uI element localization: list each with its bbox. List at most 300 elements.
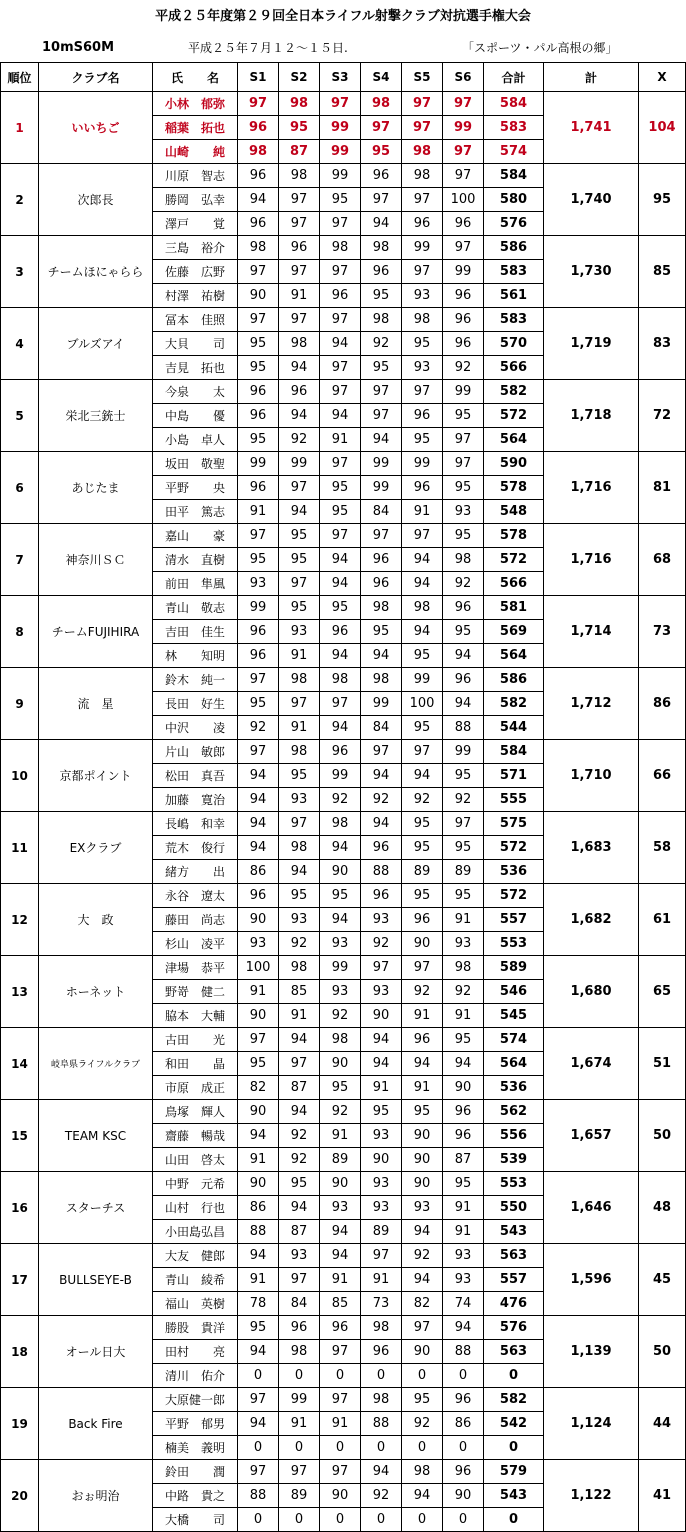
table-row	[1, 956, 686, 980]
shooter-name: 前田 隼風	[153, 572, 238, 596]
shooter-total: 543	[484, 1484, 544, 1508]
shooter-total: 570	[484, 332, 544, 356]
series-score-s3: 97	[320, 452, 361, 476]
series-score-s4: 97	[361, 188, 402, 212]
series-score-s2: 91	[279, 1004, 320, 1028]
series-score-s3: 98	[320, 236, 361, 260]
series-score-s6: 99	[443, 260, 484, 284]
team-total: 1,122	[544, 1460, 639, 1532]
series-score-s6: 99	[443, 116, 484, 140]
series-score-s5: 95	[402, 716, 443, 740]
series-score-s1: 98	[238, 236, 279, 260]
team-total: 1,714	[544, 596, 639, 668]
shooter-total: 545	[484, 1004, 544, 1028]
event-name: 10mS60M	[42, 40, 115, 55]
shooter-name: 福山 英樹	[153, 1292, 238, 1316]
shooter-total: 566	[484, 356, 544, 380]
team-rank: 19	[1, 1388, 39, 1460]
team-x-count: 73	[639, 596, 686, 668]
team-club-name: ブルズアイ	[39, 308, 153, 380]
series-score-s4: 94	[361, 812, 402, 836]
series-score-s6: 99	[443, 380, 484, 404]
table-row	[1, 740, 686, 764]
team-x-count: 44	[639, 1388, 686, 1460]
series-score-s5: 91	[402, 1004, 443, 1028]
team-rank: 18	[1, 1316, 39, 1388]
series-score-s6: 97	[443, 428, 484, 452]
series-score-s1: 94	[238, 188, 279, 212]
series-score-s3: 98	[320, 812, 361, 836]
series-score-s2: 97	[279, 1268, 320, 1292]
series-score-s3: 85	[320, 1292, 361, 1316]
shooter-total: 556	[484, 1124, 544, 1148]
team-x-count: 51	[639, 1028, 686, 1100]
series-score-s6: 74	[443, 1292, 484, 1316]
team-x-count: 86	[639, 668, 686, 740]
series-score-s2: 97	[279, 212, 320, 236]
series-score-s6: 87	[443, 1148, 484, 1172]
shooter-name: 冨本 佳照	[153, 308, 238, 332]
event-date: 平成２５年７月１２～１５日.	[188, 41, 348, 55]
series-score-s1: 94	[238, 1244, 279, 1268]
col-header-club: クラブ名	[39, 63, 153, 92]
team-x-count: 95	[639, 164, 686, 236]
series-score-s3: 93	[320, 1196, 361, 1220]
team-x-count: 85	[639, 236, 686, 308]
shooter-total: 476	[484, 1292, 544, 1316]
shooter-name: 青山 敬志	[153, 596, 238, 620]
series-score-s1: 93	[238, 932, 279, 956]
shooter-name: 田平 篤志	[153, 500, 238, 524]
series-score-s4: 73	[361, 1292, 402, 1316]
series-score-s2: 97	[279, 1052, 320, 1076]
series-score-s1: 86	[238, 1196, 279, 1220]
team-x-count: 68	[639, 524, 686, 596]
series-score-s2: 95	[279, 548, 320, 572]
series-score-s6: 93	[443, 1268, 484, 1292]
team-club-name: 京都ポイント	[39, 740, 153, 812]
series-score-s4: 97	[361, 404, 402, 428]
shooter-name: 勝股 貴洋	[153, 1316, 238, 1340]
shooter-name: 澤戸 覚	[153, 212, 238, 236]
series-score-s5: 94	[402, 1220, 443, 1244]
team-club-name: ホーネット	[39, 956, 153, 1028]
series-score-s3: 91	[320, 428, 361, 452]
series-score-s4: 97	[361, 956, 402, 980]
team-x-count: 83	[639, 308, 686, 380]
series-score-s3: 99	[320, 956, 361, 980]
series-score-s6: 97	[443, 236, 484, 260]
series-score-s5: 97	[402, 524, 443, 548]
series-score-s4: 84	[361, 716, 402, 740]
series-score-s4: 98	[361, 596, 402, 620]
series-score-s6: 0	[443, 1436, 484, 1460]
table-row	[1, 1460, 686, 1484]
series-score-s4: 94	[361, 428, 402, 452]
series-score-s3: 97	[320, 1460, 361, 1484]
series-score-s2: 97	[279, 308, 320, 332]
shooter-name: 長嶋 和幸	[153, 812, 238, 836]
series-score-s4: 91	[361, 1268, 402, 1292]
series-score-s6: 94	[443, 692, 484, 716]
series-score-s3: 94	[320, 908, 361, 932]
team-total: 1,596	[544, 1244, 639, 1316]
series-score-s1: 97	[238, 740, 279, 764]
series-score-s4: 93	[361, 1124, 402, 1148]
shooter-name: 中沢 凌	[153, 716, 238, 740]
shooter-name: 杉山 凌平	[153, 932, 238, 956]
series-score-s4: 0	[361, 1364, 402, 1388]
series-score-s1: 95	[238, 1052, 279, 1076]
shooter-name: 加藤 寛治	[153, 788, 238, 812]
shooter-total: 572	[484, 548, 544, 572]
shooter-total: 576	[484, 212, 544, 236]
series-score-s1: 94	[238, 788, 279, 812]
shooter-total: 562	[484, 1100, 544, 1124]
series-score-s5: 96	[402, 1028, 443, 1052]
series-score-s4: 96	[361, 884, 402, 908]
shooter-total: 582	[484, 692, 544, 716]
series-score-s4: 97	[361, 1244, 402, 1268]
series-score-s5: 98	[402, 308, 443, 332]
team-rank: 12	[1, 884, 39, 956]
series-score-s4: 94	[361, 212, 402, 236]
series-score-s5: 89	[402, 860, 443, 884]
series-score-s5: 97	[402, 188, 443, 212]
shooter-total: 555	[484, 788, 544, 812]
shooter-total: 576	[484, 1316, 544, 1340]
series-score-s4: 98	[361, 92, 402, 116]
series-score-s1: 90	[238, 284, 279, 308]
shooter-total: 553	[484, 1172, 544, 1196]
team-total: 1,741	[544, 92, 639, 164]
series-score-s2: 95	[279, 764, 320, 788]
table-row	[1, 1028, 686, 1052]
series-score-s6: 95	[443, 476, 484, 500]
series-score-s4: 95	[361, 1100, 402, 1124]
series-score-s5: 96	[402, 908, 443, 932]
team-total: 1,712	[544, 668, 639, 740]
team-x-count: 45	[639, 1244, 686, 1316]
team-x-count: 61	[639, 884, 686, 956]
shooter-total: 564	[484, 644, 544, 668]
series-score-s3: 95	[320, 476, 361, 500]
table-row	[1, 164, 686, 188]
col-header-rank: 順位	[1, 63, 39, 92]
team-rank: 13	[1, 956, 39, 1028]
series-score-s4: 96	[361, 1340, 402, 1364]
series-score-s5: 94	[402, 572, 443, 596]
series-score-s5: 98	[402, 140, 443, 164]
series-score-s3: 96	[320, 740, 361, 764]
series-score-s3: 99	[320, 164, 361, 188]
series-score-s3: 94	[320, 1244, 361, 1268]
col-header-s6: S6	[443, 63, 484, 92]
series-score-s5: 99	[402, 452, 443, 476]
team-rank: 20	[1, 1460, 39, 1532]
series-score-s3: 98	[320, 1028, 361, 1052]
shooter-name: 川原 智志	[153, 164, 238, 188]
series-score-s3: 97	[320, 692, 361, 716]
shooter-name: 和田 晶	[153, 1052, 238, 1076]
shooter-name: 大橋 司	[153, 1508, 238, 1532]
series-score-s3: 91	[320, 1268, 361, 1292]
shooter-name: 中野 元希	[153, 1172, 238, 1196]
series-score-s5: 97	[402, 92, 443, 116]
series-score-s3: 93	[320, 980, 361, 1004]
series-score-s2: 97	[279, 572, 320, 596]
series-score-s3: 93	[320, 932, 361, 956]
series-score-s1: 95	[238, 428, 279, 452]
series-score-s5: 97	[402, 956, 443, 980]
shooter-total: 583	[484, 116, 544, 140]
series-score-s2: 87	[279, 1076, 320, 1100]
series-score-s4: 0	[361, 1436, 402, 1460]
series-score-s1: 98	[238, 140, 279, 164]
series-score-s3: 94	[320, 572, 361, 596]
series-score-s5: 92	[402, 788, 443, 812]
series-score-s5: 98	[402, 164, 443, 188]
shooter-name: 野嵜 健二	[153, 980, 238, 1004]
team-rank: 8	[1, 596, 39, 668]
series-score-s4: 88	[361, 1412, 402, 1436]
team-x-count: 72	[639, 380, 686, 452]
series-score-s2: 97	[279, 476, 320, 500]
series-score-s5: 82	[402, 1292, 443, 1316]
series-score-s2: 98	[279, 740, 320, 764]
series-score-s1: 78	[238, 1292, 279, 1316]
series-score-s1: 97	[238, 668, 279, 692]
team-club-name: おぉ明治	[39, 1460, 153, 1532]
series-score-s4: 92	[361, 1484, 402, 1508]
series-score-s2: 94	[279, 1100, 320, 1124]
series-score-s3: 92	[320, 788, 361, 812]
series-score-s5: 97	[402, 380, 443, 404]
series-score-s3: 99	[320, 140, 361, 164]
series-score-s5: 95	[402, 812, 443, 836]
series-score-s6: 97	[443, 452, 484, 476]
shooter-name: 津場 恭平	[153, 956, 238, 980]
series-score-s4: 96	[361, 572, 402, 596]
series-score-s5: 93	[402, 356, 443, 380]
series-score-s5: 95	[402, 884, 443, 908]
shooter-total: 579	[484, 1460, 544, 1484]
series-score-s5: 92	[402, 1244, 443, 1268]
series-score-s6: 88	[443, 1340, 484, 1364]
shooter-total: 564	[484, 428, 544, 452]
series-score-s3: 97	[320, 212, 361, 236]
shooter-total: 581	[484, 596, 544, 620]
series-score-s5: 91	[402, 1076, 443, 1100]
series-score-s3: 91	[320, 1124, 361, 1148]
series-score-s2: 96	[279, 236, 320, 260]
shooter-name: 田村 亮	[153, 1340, 238, 1364]
series-score-s2: 92	[279, 932, 320, 956]
series-score-s1: 0	[238, 1508, 279, 1532]
series-score-s1: 96	[238, 620, 279, 644]
team-club-name: 岐阜県ライフルクラブ	[39, 1028, 153, 1100]
table-row	[1, 1316, 686, 1340]
series-score-s6: 96	[443, 308, 484, 332]
series-score-s1: 96	[238, 164, 279, 188]
series-score-s1: 88	[238, 1484, 279, 1508]
shooter-name: 市原 成正	[153, 1076, 238, 1100]
series-score-s1: 94	[238, 764, 279, 788]
shooter-total: 575	[484, 812, 544, 836]
series-score-s2: 92	[279, 1124, 320, 1148]
series-score-s6: 90	[443, 1484, 484, 1508]
series-score-s3: 97	[320, 524, 361, 548]
series-score-s6: 91	[443, 1004, 484, 1028]
team-x-count: 66	[639, 740, 686, 812]
shooter-total: 544	[484, 716, 544, 740]
team-rank: 14	[1, 1028, 39, 1100]
series-score-s1: 96	[238, 644, 279, 668]
series-score-s6: 97	[443, 812, 484, 836]
series-score-s3: 97	[320, 308, 361, 332]
series-score-s6: 91	[443, 1220, 484, 1244]
series-score-s2: 85	[279, 980, 320, 1004]
series-score-s4: 93	[361, 980, 402, 1004]
series-score-s1: 97	[238, 92, 279, 116]
series-score-s3: 90	[320, 1052, 361, 1076]
series-score-s2: 98	[279, 836, 320, 860]
series-score-s3: 90	[320, 860, 361, 884]
shooter-name: 勝岡 弘幸	[153, 188, 238, 212]
series-score-s5: 94	[402, 620, 443, 644]
series-score-s3: 96	[320, 620, 361, 644]
series-score-s6: 98	[443, 548, 484, 572]
shooter-name: 三島 裕介	[153, 236, 238, 260]
series-score-s6: 93	[443, 1244, 484, 1268]
series-score-s4: 88	[361, 860, 402, 884]
team-total: 1,716	[544, 524, 639, 596]
series-score-s4: 91	[361, 1076, 402, 1100]
team-rank: 2	[1, 164, 39, 236]
shooter-name: 永谷 遼太	[153, 884, 238, 908]
shooter-total: 0	[484, 1436, 544, 1460]
shooter-name: 小島 卓人	[153, 428, 238, 452]
series-score-s4: 95	[361, 620, 402, 644]
series-score-s1: 94	[238, 1124, 279, 1148]
team-x-count: 50	[639, 1100, 686, 1172]
shooter-name: 長田 好生	[153, 692, 238, 716]
series-score-s1: 94	[238, 812, 279, 836]
series-score-s5: 97	[402, 740, 443, 764]
series-score-s1: 91	[238, 500, 279, 524]
series-score-s2: 99	[279, 1388, 320, 1412]
team-total: 1,710	[544, 740, 639, 812]
series-score-s2: 95	[279, 524, 320, 548]
table-row	[1, 1244, 686, 1268]
shooter-total: 584	[484, 164, 544, 188]
series-score-s4: 94	[361, 644, 402, 668]
series-score-s1: 91	[238, 1148, 279, 1172]
team-club-name: Back Fire	[39, 1388, 153, 1460]
series-score-s3: 95	[320, 884, 361, 908]
series-score-s1: 96	[238, 212, 279, 236]
series-score-s6: 95	[443, 836, 484, 860]
team-rank: 3	[1, 236, 39, 308]
series-score-s5: 90	[402, 1148, 443, 1172]
team-club-name: オール日大	[39, 1316, 153, 1388]
shooter-total: 548	[484, 500, 544, 524]
shooter-total: 536	[484, 1076, 544, 1100]
series-score-s1: 99	[238, 452, 279, 476]
table-row	[1, 596, 686, 620]
series-score-s1: 91	[238, 980, 279, 1004]
table-row	[1, 308, 686, 332]
team-total: 1,716	[544, 452, 639, 524]
col-header-name: 氏 名	[153, 63, 238, 92]
series-score-s6: 97	[443, 140, 484, 164]
series-score-s6: 92	[443, 356, 484, 380]
series-score-s4: 98	[361, 668, 402, 692]
series-score-s1: 96	[238, 380, 279, 404]
series-score-s6: 89	[443, 860, 484, 884]
shooter-total: 536	[484, 860, 544, 884]
team-club-name: 神奈川ＳＣ	[39, 524, 153, 596]
series-score-s5: 92	[402, 1412, 443, 1436]
team-x-count: 104	[639, 92, 686, 164]
series-score-s1: 97	[238, 1388, 279, 1412]
col-header-x: X	[639, 63, 686, 92]
series-score-s2: 89	[279, 1484, 320, 1508]
shooter-name: 鳥塚 輝人	[153, 1100, 238, 1124]
series-score-s5: 98	[402, 1460, 443, 1484]
series-score-s2: 93	[279, 908, 320, 932]
shooter-name: 荒木 俊行	[153, 836, 238, 860]
series-score-s5: 94	[402, 1484, 443, 1508]
series-score-s6: 88	[443, 716, 484, 740]
team-total: 1,139	[544, 1316, 639, 1388]
shooter-total: 550	[484, 1196, 544, 1220]
series-score-s4: 99	[361, 692, 402, 716]
shooter-name: 松田 真吾	[153, 764, 238, 788]
event-venue: 「スポーツ・パル高根の郷」	[462, 41, 618, 55]
shooter-total: 563	[484, 1340, 544, 1364]
shooter-name: 片山 敏郎	[153, 740, 238, 764]
series-score-s1: 0	[238, 1364, 279, 1388]
series-score-s4: 94	[361, 764, 402, 788]
series-score-s5: 95	[402, 1100, 443, 1124]
series-score-s3: 96	[320, 284, 361, 308]
series-score-s6: 99	[443, 740, 484, 764]
team-rank: 4	[1, 308, 39, 380]
shooter-total: 584	[484, 92, 544, 116]
series-score-s5: 96	[402, 212, 443, 236]
series-score-s2: 95	[279, 1172, 320, 1196]
shooter-total: 586	[484, 236, 544, 260]
col-header-sum: 合計	[484, 63, 544, 92]
team-rank: 5	[1, 380, 39, 452]
series-score-s5: 97	[402, 1316, 443, 1340]
col-header-s1: S1	[238, 63, 279, 92]
series-score-s6: 98	[443, 956, 484, 980]
series-score-s1: 95	[238, 1316, 279, 1340]
series-score-s5: 91	[402, 500, 443, 524]
series-score-s3: 89	[320, 1148, 361, 1172]
series-score-s3: 94	[320, 332, 361, 356]
shooter-total: 566	[484, 572, 544, 596]
shooter-name: 林 知明	[153, 644, 238, 668]
series-score-s5: 95	[402, 836, 443, 860]
series-score-s6: 95	[443, 404, 484, 428]
shooter-name: 緒方 出	[153, 860, 238, 884]
shooter-name: 今泉 太	[153, 380, 238, 404]
shooter-name: 山崎 純	[153, 140, 238, 164]
series-score-s1: 97	[238, 1460, 279, 1484]
